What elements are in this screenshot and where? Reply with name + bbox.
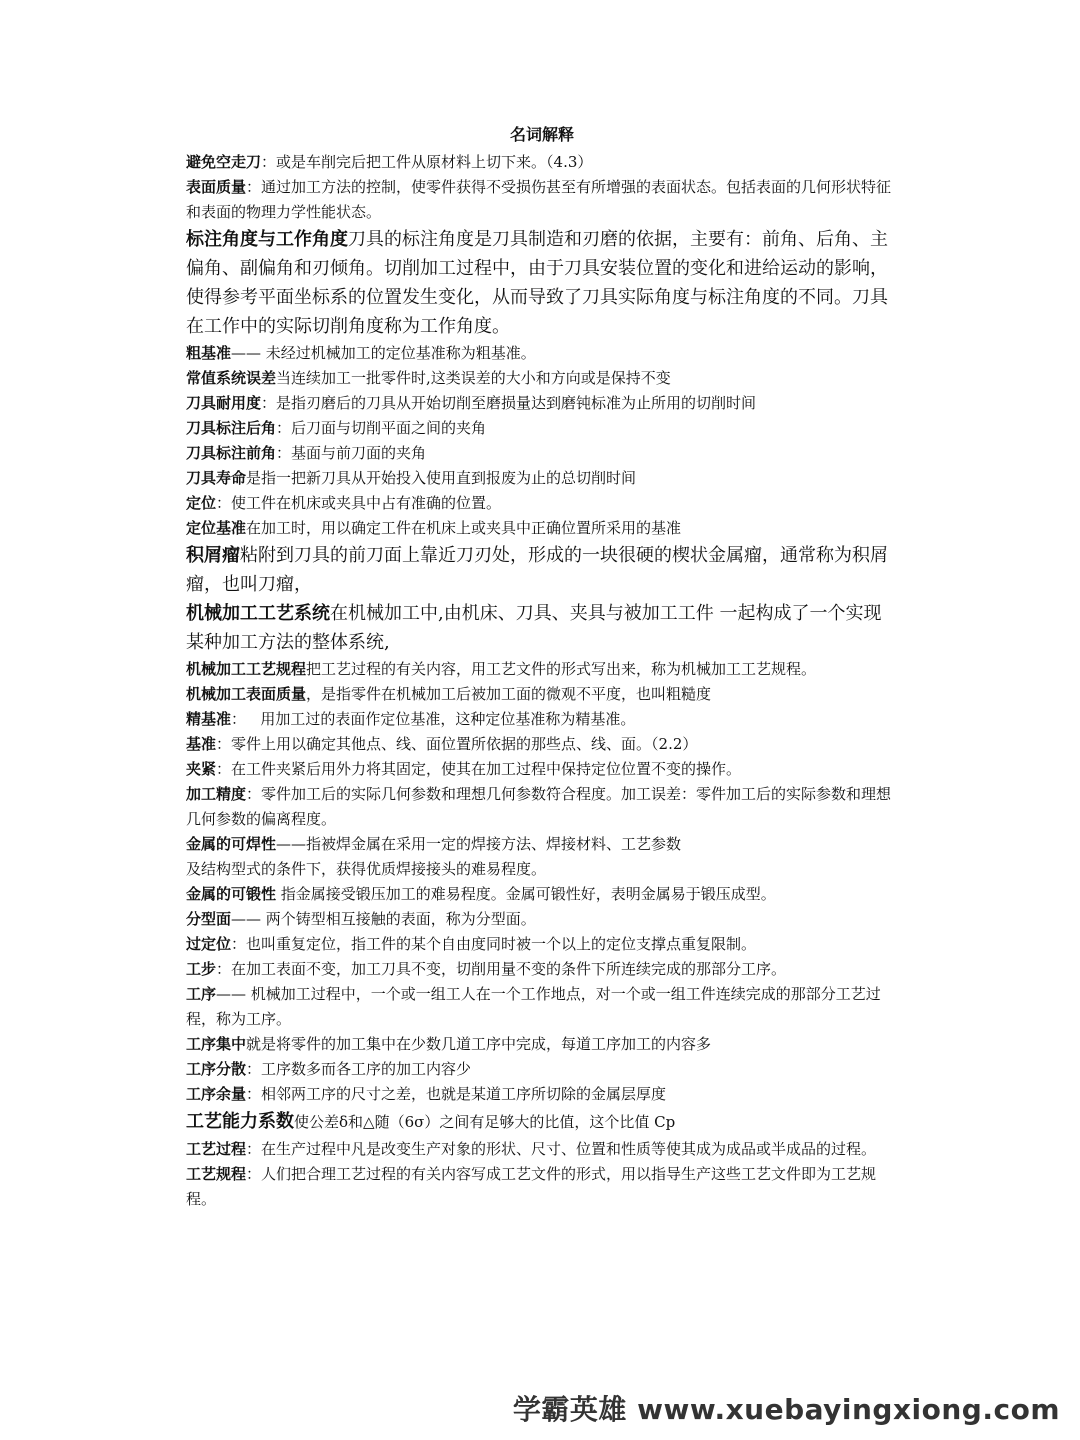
entry-sep: —— — [231, 344, 262, 362]
entry-22 — [186, 932, 898, 957]
entry-sep: ： — [276, 444, 292, 462]
entry-def: 粘附到刀具的前刀面上靠近刀刃处，形成的一块很硬的楔状金属瘤，通常称为积屑瘤，也叫刀瘤， — [186, 545, 888, 595]
entry-def: 在加工时，用以确定工件在机床上或夹具中正确位置所采用的基准 — [246, 519, 682, 537]
entry-term: 避免空走刀 — [186, 153, 262, 171]
entry-def: 在工件夹紧后用外力将其固定，使其在加工过程中保持定位位置不变的操作。 — [231, 760, 742, 778]
entry-def-continuation: 及结构型式的条件下，获得优质焊接接头的难易程度。 — [186, 860, 547, 878]
entry-def: 也叫重复定位，指工件的某个自由度同时被一个以上的定位支撑点重复限制。 — [246, 935, 757, 953]
entry-30 — [186, 1162, 898, 1212]
entry-def: 后刀面与切削平面之间的夹角 — [291, 419, 487, 437]
entry-term: 工序 — [186, 985, 217, 1003]
page-title: 名词解释 — [509, 125, 574, 144]
entry-term: 积屑瘤 — [186, 545, 240, 566]
entry-18 — [186, 782, 898, 832]
entry-0 — [186, 150, 898, 175]
entry-term: 基准 — [186, 735, 217, 753]
entry-def: 就是将零件的加工集中在少数几道工序中完成，每道工序加工的内容多 — [246, 1035, 712, 1053]
entry-20 — [186, 882, 898, 907]
document-page — [186, 124, 898, 1212]
entry-def: 刀具的标注角度是刀具制造和刃磨的依据，主要有：前角、后角、主偏角、副偏角和刃倾角。切削加工过程中，由于刀具安装位置的变化和进给运动的影响，使得参考平面坐标系的位置发生变化，从而导致了刀具实际角度与标注角度的不同。刀具在工作中的实际切削角度称为工作角度。 — [186, 229, 888, 337]
entry-def: 是指零件在机械加工后被加工面的微观不平度，也叫粗糙度 — [321, 685, 712, 703]
entry-term: 工艺能力系数 — [186, 1111, 294, 1132]
entry-def: 通过加工方法的控制，使零件获得不受损伤甚至有所增强的表面状态。包括表面的几何形状特征和表面的物理力学性能状态。 — [186, 178, 892, 221]
entry-sep: ： — [246, 1060, 262, 1078]
entry-sep: ： — [216, 735, 232, 753]
entry-term: 工序分散 — [186, 1060, 247, 1078]
entry-sep: ： — [276, 419, 292, 437]
entry-29 — [186, 1137, 898, 1162]
entry-26 — [186, 1057, 898, 1082]
entry-sep: ： — [246, 1140, 262, 1158]
entry-term: 过定位 — [186, 935, 232, 953]
entry-term: 精基准 — [186, 710, 232, 728]
entry-sep: ： — [261, 394, 277, 412]
entry-term: 刀具寿命 — [186, 469, 247, 487]
entry-term: 金属的可焊性 — [186, 835, 277, 853]
entry-21 — [186, 907, 898, 932]
entry-def: 把工艺过程的有关内容，用工艺文件的形式写出来，称为机械加工工艺规程。 — [306, 660, 817, 678]
entry-14 — [186, 682, 898, 707]
entry-8 — [186, 466, 898, 491]
entry-sep: —— — [231, 910, 262, 928]
entry-term: 定位基准 — [186, 519, 247, 537]
entry-def: 在机械加工中,由机床、刀具、夹具与被加工工件 一起构成了一个实现某种加工方法的整体系统, — [186, 603, 882, 653]
entry-15 — [186, 707, 898, 732]
entry-def: 指金属接受锻压加工的难易程度。金属可锻性好，表明金属易于锻压成型。 — [280, 885, 776, 903]
entry-10 — [186, 516, 898, 541]
entry-def: 零件上用以确定其他点、线、面位置所依据的那些点、线、面。（2.2） — [231, 735, 698, 753]
site-watermark: 学霸英雄 www.xuebayingxiong.com — [512, 1393, 1060, 1426]
entry-19 — [186, 832, 898, 882]
entry-5 — [186, 391, 898, 416]
entry-sep: ， — [306, 685, 322, 703]
entry-6 — [186, 416, 898, 441]
entry-sep: ： — [216, 960, 232, 978]
entry-term: 机械加工工艺规程 — [186, 660, 307, 678]
entry-3 — [186, 341, 898, 366]
entry-sep: —— — [216, 985, 247, 1003]
entry-def: 在生产过程中凡是改变生产对象的形状、尺寸、位置和性质等使其成为成品或半成品的过程。 — [261, 1140, 877, 1158]
entry-term: 分型面 — [186, 910, 232, 928]
entry-13 — [186, 657, 898, 682]
entry-17 — [186, 757, 898, 782]
entry-25 — [186, 1032, 898, 1057]
entry-def: 人们把合理工艺过程的有关内容写成工艺文件的形式，用以指导生产这些工艺文件即为工艺规程。 — [186, 1165, 877, 1208]
entry-sep: ： — [261, 153, 277, 171]
entry-1 — [186, 175, 898, 225]
entry-27 — [186, 1082, 898, 1107]
entry-def: 是指一把新刀具从开始投入使用直到报废为止的总切削时间 — [246, 469, 637, 487]
entry-term: 标注角度与工作角度 — [186, 229, 348, 250]
entry-term: 工序集中 — [186, 1035, 247, 1053]
entry-def: 是指刃磨后的刀具从开始切削至磨损量达到磨钝标准为止所用的切削时间 — [276, 394, 757, 412]
entry-term: 金属的可锻性 — [186, 885, 277, 903]
entry-term: 刀具标注前角 — [186, 444, 277, 462]
entry-16 — [186, 732, 898, 757]
entry-sep: ： — [246, 785, 262, 803]
entry-23 — [186, 957, 898, 982]
entry-term: 工艺过程 — [186, 1140, 247, 1158]
entry-sep: ： — [231, 935, 247, 953]
entry-12 — [186, 599, 898, 657]
entry-term: 工序余量 — [186, 1085, 247, 1103]
entry-2 — [186, 225, 898, 341]
entry-term: 常值系统误差 — [186, 369, 277, 387]
entry-def: 在加工表面不变，加工刀具不变，切削用量不变的条件下所连续完成的那部分工序。 — [231, 960, 787, 978]
entry-def: 使工件在机床或夹具中占有准确的位置。 — [231, 494, 502, 512]
entry-def: 或是车削完后把工件从原材料上切下来。（4.3） — [276, 153, 593, 171]
entry-7 — [186, 441, 898, 466]
entry-term: 机械加工表面质量 — [186, 685, 307, 703]
entry-sep: ： — [216, 760, 232, 778]
entry-28 — [186, 1107, 898, 1137]
entry-term: 定位 — [186, 494, 217, 512]
entry-11 — [186, 541, 898, 599]
entry-24 — [186, 982, 898, 1032]
entry-term: 机械加工工艺系统 — [186, 603, 330, 624]
entry-def: 两个铸型相互接触的表面，称为分型面。 — [261, 910, 536, 928]
entry-def: ——指被焊金属在采用一定的焊接方法、焊接材料、工艺参数 — [276, 835, 682, 853]
entry-def: 机械加工过程中，一个或一组工人在一个工作地点，对一个或一组工件连续完成的那部分工艺过程，称为工序。 — [186, 985, 881, 1028]
entry-9 — [186, 491, 898, 516]
entry-def: 用加工过的表面作定位基准，这种定位基准称为精基准。 — [246, 710, 636, 728]
entry-sep: ： — [216, 494, 232, 512]
entry-def: 工序数多而各工序的加工内容少 — [261, 1060, 472, 1078]
entry-term: 工艺规程 — [186, 1165, 247, 1183]
entry-term: 粗基准 — [186, 344, 232, 362]
entry-sep: ： — [231, 710, 247, 728]
entry-def: 未经过机械加工的定位基准称为粗基准。 — [261, 344, 536, 362]
entry-def: 基面与前刀面的夹角 — [291, 444, 427, 462]
entry-4 — [186, 366, 898, 391]
entry-sep: ： — [246, 178, 262, 196]
entry-term: 夹紧 — [186, 760, 217, 778]
entry-term: 工步 — [186, 960, 217, 978]
entry-term: 刀具耐用度 — [186, 394, 262, 412]
entry-term: 加工精度 — [186, 785, 247, 803]
entry-def: 当连续加工一批零件时,这类误差的大小和方向或是保持不变 — [276, 369, 671, 387]
entry-sep: ： — [246, 1085, 262, 1103]
entry-term: 刀具标注后角 — [186, 419, 277, 437]
entry-def: 使公差δ和△随（6σ）之间有足够大的比值，这个比值 Cp — [294, 1113, 676, 1131]
entry-sep: ： — [246, 1165, 262, 1183]
entry-def: 相邻两工序的尺寸之差，也就是某道工序所切除的金属层厚度 — [261, 1085, 667, 1103]
entry-def: 零件加工后的实际几何参数和理想几何参数符合程度。加工误差：零件加工后的实际参数和理想几何参数的偏离程度。 — [186, 785, 892, 828]
entry-term: 表面质量 — [186, 178, 247, 196]
